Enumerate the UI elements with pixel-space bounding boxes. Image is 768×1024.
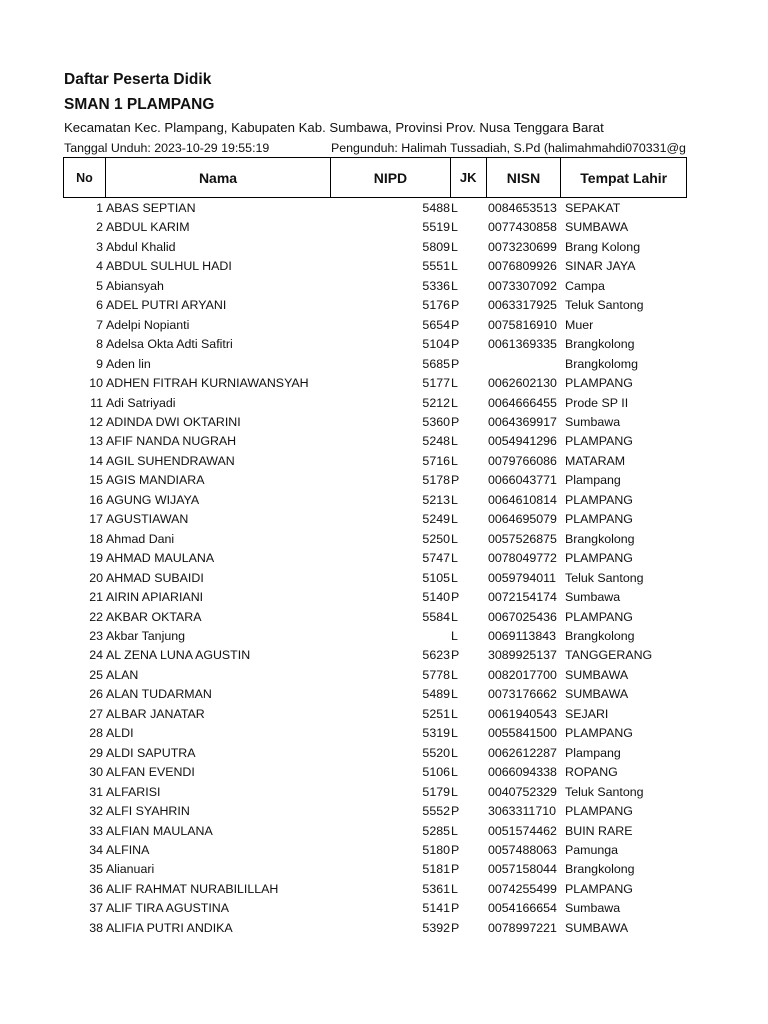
cell-nipd: 5360 (422, 414, 450, 429)
cell-nipd: 5141 (422, 901, 450, 916)
cell-nisn: 0084653513 (488, 201, 557, 215)
cell-nipd: 5551 (422, 259, 450, 274)
cell-no: 17 (89, 512, 103, 527)
cell-jk: P (451, 804, 460, 819)
cell-no: 38 (89, 920, 103, 935)
cell-nama: ALIF TIRA AGUSTINA (106, 901, 230, 916)
cell-no: 3 (96, 239, 103, 254)
cell-jk: L (451, 395, 458, 410)
table-row (0, 257, 768, 276)
cell-nama: ALFIAN MAULANA (106, 823, 213, 838)
cell-nisn: 0066043771 (488, 473, 557, 488)
table-row (0, 432, 768, 451)
cell-jk: L (451, 570, 458, 585)
cell-no: 21 (89, 590, 103, 605)
cell-tempat-lahir: Pamunga (565, 842, 619, 857)
cell-jk: L (451, 220, 458, 235)
table-row (0, 744, 768, 763)
cell-no: 30 (89, 765, 103, 780)
cell-no: 25 (89, 667, 103, 682)
cell-tempat-lahir: SUMBAWA (565, 687, 629, 702)
cell-no: 15 (89, 473, 103, 488)
cell-jk: L (451, 745, 458, 760)
cell-jk: L (451, 239, 458, 254)
cell-no: 11 (90, 395, 103, 410)
cell-jk: L (451, 201, 458, 215)
cell-nisn: 0062602130 (488, 376, 557, 391)
cell-nama: ALAN (106, 667, 139, 682)
header-jk: JK (451, 158, 487, 197)
cell-no: 4 (96, 259, 103, 274)
cell-tempat-lahir: PLAMPANG (565, 551, 633, 566)
cell-jk: L (451, 667, 458, 682)
cell-nipd: 5361 (422, 881, 450, 896)
table-row (0, 705, 768, 724)
cell-nama: ABDUL SULHUL HADI (106, 259, 232, 274)
cell-tempat-lahir: Muer (565, 317, 594, 332)
cell-nipd: 5336 (422, 278, 450, 293)
cell-tempat-lahir: SEJARI (565, 706, 609, 721)
table-row (0, 608, 768, 627)
cell-nipd: 5178 (422, 473, 450, 488)
cell-nama: ALIFIA PUTRI ANDIKA (106, 920, 233, 935)
cell-tempat-lahir: SUMBAWA (565, 667, 629, 682)
cell-no: 29 (89, 745, 103, 760)
cell-nisn: 0051574462 (488, 823, 557, 838)
cell-nama: ABAS SEPTIAN (106, 201, 196, 215)
table-row (0, 627, 768, 646)
cell-nipd: 5249 (422, 512, 450, 527)
cell-nipd: 5520 (422, 745, 450, 760)
cell-tempat-lahir: Brangkolong (565, 531, 635, 546)
cell-nisn: 0075816910 (488, 317, 557, 332)
cell-nama: AHMAD SUBAIDI (106, 570, 204, 585)
cell-nama: ALFAN EVENDI (106, 765, 195, 780)
table-row (0, 452, 768, 471)
cell-tempat-lahir: Teluk Santong (565, 570, 644, 585)
table-row (0, 530, 768, 549)
cell-no: 19 (89, 551, 103, 566)
cell-tempat-lahir: Brangkolong (565, 628, 635, 643)
cell-tempat-lahir: PLAMPANG (565, 492, 633, 507)
cell-nama: AGIS MANDIARA (106, 473, 205, 488)
cell-no: 31 (89, 784, 103, 799)
cell-nipd: 5716 (422, 453, 450, 468)
cell-nisn: 0061940543 (488, 706, 557, 721)
cell-nama: AGUSTIAWAN (106, 512, 189, 527)
cell-jk: L (451, 512, 458, 527)
cell-nama: ABDUL KARIM (106, 220, 190, 235)
cell-nisn: 0054166654 (488, 901, 557, 916)
cell-nama: ALDI (106, 726, 134, 741)
cell-jk: L (451, 551, 458, 566)
cell-jk: P (451, 356, 460, 371)
cell-nipd: 5552 (422, 804, 450, 819)
cell-nisn: 0078049772 (488, 551, 557, 566)
cell-nisn: 0059794011 (488, 570, 556, 585)
cell-jk: L (451, 823, 458, 838)
cell-nipd: 5778 (422, 667, 450, 682)
cell-nama: Aden lin (106, 356, 151, 371)
cell-nama: AGIL SUHENDRAWAN (106, 453, 235, 468)
cell-no: 34 (89, 842, 103, 857)
cell-nipd: 5180 (422, 842, 450, 857)
cell-nipd: 5140 (422, 590, 450, 605)
cell-no: 32 (89, 804, 103, 819)
table-row (0, 569, 768, 588)
table-row (0, 822, 768, 841)
cell-nisn: 0040752329 (488, 784, 557, 799)
cell-nama: Adi Satriyadi (106, 395, 176, 410)
cell-nipd: 5488 (422, 201, 450, 215)
table-row (0, 763, 768, 782)
cell-tempat-lahir: Plampang (565, 473, 621, 488)
cell-jk: L (451, 609, 458, 624)
cell-nama: Abdul Khalid (106, 239, 176, 254)
table-row (0, 860, 768, 879)
cell-jk: P (451, 648, 460, 663)
cell-nisn: 0064666455 (488, 395, 557, 410)
cell-jk: P (451, 920, 460, 935)
cell-nipd: 5519 (422, 220, 450, 235)
cell-jk: P (451, 473, 460, 488)
cell-jk: L (451, 278, 458, 293)
cell-nipd: 5319 (422, 726, 450, 741)
cell-no: 13 (89, 434, 103, 449)
cell-nipd: 5747 (422, 551, 450, 566)
cell-jk: L (451, 492, 458, 507)
cell-jk: L (451, 628, 458, 643)
cell-tempat-lahir: Teluk Santong (565, 298, 644, 313)
cell-no: 22 (89, 609, 103, 624)
cell-no: 8 (96, 337, 103, 352)
cell-nipd: 5623 (422, 648, 450, 663)
cell-jk: P (451, 298, 460, 313)
cell-nisn: 0077430858 (488, 220, 557, 235)
cell-nisn: 0078997221 (488, 920, 557, 935)
cell-jk: L (451, 434, 458, 449)
cell-no: 37 (89, 901, 103, 916)
cell-jk: L (451, 881, 458, 896)
table-row (0, 841, 768, 860)
cell-tempat-lahir: Sumbawa (565, 901, 621, 916)
cell-no: 7 (96, 317, 103, 332)
cell-nama: ALFARISI (106, 784, 161, 799)
cell-nisn: 0061369335 (488, 337, 557, 352)
cell-nama: ALFINA (106, 842, 150, 857)
cell-nama: Ahmad Dani (106, 531, 175, 546)
school-name: SMAN 1 PLAMPANG (64, 96, 215, 113)
cell-tempat-lahir: Brangkolong (565, 337, 635, 352)
downloader-info: Pengunduh: Halimah Tussadiah, S.Pd (halimahmahdi070331@g (331, 141, 686, 155)
cell-no: 16 (89, 492, 103, 507)
cell-no: 12 (89, 414, 103, 429)
cell-no: 2 (96, 220, 103, 235)
cell-tempat-lahir: Prode SP II (565, 395, 629, 410)
cell-nisn: 0073176662 (488, 687, 557, 702)
table-row (0, 899, 768, 918)
table-row (0, 355, 768, 374)
header-nama: Nama (106, 158, 331, 197)
cell-nisn: 0063317925 (488, 298, 557, 313)
cell-nipd: 5106 (422, 765, 450, 780)
cell-nipd: 5809 (422, 239, 450, 254)
cell-no: 26 (89, 687, 103, 702)
cell-tempat-lahir: PLAMPANG (565, 376, 633, 391)
cell-tempat-lahir: PLAMPANG (565, 512, 633, 527)
cell-nisn: 0057526875 (488, 531, 557, 546)
table-row (0, 783, 768, 802)
table-header (63, 157, 687, 198)
cell-tempat-lahir: Plampang (565, 745, 621, 760)
download-date: Tanggal Unduh: 2023-10-29 19:55:19 (64, 141, 270, 155)
cell-nama: ALDI SAPUTRA (106, 745, 196, 760)
cell-nama: AHMAD MAULANA (106, 551, 215, 566)
table-row (0, 374, 768, 393)
cell-tempat-lahir: PLAMPANG (565, 881, 633, 896)
cell-nama: Alianuari (106, 862, 155, 877)
cell-nisn: 0064610814 (488, 492, 557, 507)
cell-nipd: 5213 (422, 492, 450, 507)
cell-no: 24 (89, 648, 103, 663)
cell-nipd: 5105 (422, 570, 450, 585)
table-row (0, 471, 768, 490)
cell-nama: AL ZENA LUNA AGUSTIN (106, 648, 251, 663)
header-nisn: NISN (487, 158, 562, 197)
cell-nisn: 0074255499 (488, 881, 557, 896)
cell-nisn: 0082017700 (488, 667, 557, 682)
cell-tempat-lahir: PLAMPANG (565, 434, 633, 449)
table-row (0, 394, 768, 413)
header-tempat-lahir: Tempat Lahir (580, 169, 668, 186)
table-row (0, 491, 768, 510)
cell-nisn: 0054941296 (488, 434, 557, 449)
cell-tempat-lahir: PLAMPANG (565, 609, 633, 624)
cell-nisn: 3063311710 (488, 804, 556, 819)
table-row (0, 413, 768, 432)
cell-nipd: 5250 (422, 531, 450, 546)
cell-nipd: 5179 (422, 784, 450, 799)
cell-tempat-lahir: Brang Kolong (565, 239, 641, 254)
cell-nisn: 0067025436 (488, 609, 557, 624)
cell-nisn: 0076809926 (488, 259, 557, 274)
cell-tempat-lahir: SINAR JAYA (565, 259, 636, 274)
cell-jk: P (451, 901, 460, 916)
cell-jk: P (451, 590, 460, 605)
cell-nisn: 0073230699 (488, 239, 557, 254)
cell-nipd: 5654 (422, 317, 450, 332)
cell-jk: L (451, 687, 458, 702)
cell-no: 9 (96, 356, 103, 371)
cell-no: 36 (89, 881, 103, 896)
document-title: Daftar Peserta Didik (64, 71, 212, 88)
table-row (0, 238, 768, 257)
cell-no: 5 (96, 278, 103, 293)
cell-jk: P (451, 842, 460, 857)
table-row (0, 666, 768, 685)
cell-nipd: 5685 (422, 356, 450, 371)
cell-nama: ADINDA DWI OKTARINI (106, 414, 241, 429)
cell-no: 23 (89, 628, 103, 643)
cell-nipd: 5248 (422, 434, 450, 449)
table-row (0, 802, 768, 821)
cell-tempat-lahir: SEPAKAT (565, 201, 621, 215)
cell-nama: AKBAR OKTARA (106, 609, 202, 624)
cell-tempat-lahir: Brangkolong (565, 862, 635, 877)
cell-nisn: 0055841500 (488, 726, 557, 741)
cell-nisn: 0064369917 (488, 414, 557, 429)
table-row (0, 724, 768, 743)
cell-jk: L (451, 531, 458, 546)
cell-jk: L (451, 259, 458, 274)
cell-tempat-lahir: Brangkolomg (565, 356, 639, 371)
cell-tempat-lahir: TANGGERANG (565, 648, 653, 663)
cell-nama: ALFI SYAHRIN (106, 804, 190, 819)
cell-nama: Abiansyah (106, 278, 164, 293)
cell-jk: P (451, 414, 460, 429)
cell-nama: ALBAR JANATAR (106, 706, 205, 721)
cell-tempat-lahir: ROPANG (565, 765, 618, 780)
cell-tempat-lahir: Sumbawa (565, 590, 621, 605)
header-no: No (64, 158, 106, 197)
cell-nipd: 5104 (422, 337, 450, 352)
cell-nama: ALAN TUDARMAN (106, 687, 212, 702)
cell-nisn: 0062612287 (488, 745, 557, 760)
cell-tempat-lahir: Sumbawa (565, 414, 621, 429)
cell-jk: L (451, 706, 458, 721)
cell-jk: L (451, 376, 458, 391)
cell-nipd: 5285 (422, 823, 450, 838)
header-nipd: NIPD (331, 158, 451, 197)
cell-tempat-lahir: MATARAM (565, 453, 626, 468)
table-row (0, 277, 768, 296)
table-row (0, 549, 768, 568)
table-row (0, 218, 768, 237)
table-row (0, 646, 768, 665)
cell-tempat-lahir: Teluk Santong (565, 784, 644, 799)
cell-nipd: 5181 (422, 862, 450, 877)
cell-tempat-lahir: SUMBAWA (565, 920, 629, 935)
cell-jk: L (451, 765, 458, 780)
cell-nama: ADEL PUTRI ARYANI (106, 298, 227, 313)
cell-jk: P (451, 317, 460, 332)
cell-no: 18 (89, 531, 103, 546)
cell-no: 33 (89, 823, 103, 838)
cell-no: 20 (89, 570, 103, 585)
cell-nisn: 0057488063 (488, 842, 557, 857)
cell-nama: Adelpi Nopianti (106, 317, 190, 332)
cell-nama: AIRIN APIARIANI (106, 590, 204, 605)
cell-no: 28 (89, 726, 103, 741)
table-row (0, 919, 768, 938)
cell-tempat-lahir: BUIN RARE (565, 823, 633, 838)
table-row (0, 335, 768, 354)
table-row (0, 199, 768, 218)
cell-nipd: 5212 (422, 395, 450, 410)
table-row (0, 510, 768, 529)
cell-no: 14 (89, 453, 103, 468)
cell-nipd: 5489 (422, 687, 450, 702)
table-row (0, 588, 768, 607)
cell-nipd: 5176 (422, 298, 450, 313)
table-row (0, 316, 768, 335)
cell-nisn: 0079766086 (488, 453, 557, 468)
cell-jk: L (451, 453, 458, 468)
cell-tempat-lahir: SUMBAWA (565, 220, 629, 235)
cell-nipd: 5584 (422, 609, 450, 624)
cell-nama: Adelsa Okta Adti Safitri (106, 337, 233, 352)
cell-jk: P (451, 862, 460, 877)
cell-tempat-lahir: PLAMPANG (565, 804, 633, 819)
cell-nisn: 0069113843 (488, 628, 556, 643)
cell-nama: AFIF NANDA NUGRAH (106, 434, 237, 449)
cell-jk: L (451, 784, 458, 799)
cell-nama: ALIF RAHMAT NURABILILLAH (106, 881, 279, 896)
cell-nisn: 0073307092 (488, 278, 557, 293)
cell-no: 6 (96, 298, 103, 313)
table-row (0, 685, 768, 704)
cell-tempat-lahir: Campa (565, 278, 605, 293)
cell-jk: P (451, 337, 460, 352)
table-row (0, 296, 768, 315)
cell-nisn: 0057158044 (488, 862, 557, 877)
cell-no: 27 (89, 706, 103, 721)
cell-no: 1 (96, 201, 103, 215)
cell-nisn: 0064695079 (488, 512, 557, 527)
cell-no: 10 (89, 376, 103, 391)
cell-nama: AGUNG WIJAYA (106, 492, 200, 507)
cell-nipd: 5251 (422, 706, 450, 721)
cell-jk: L (451, 726, 458, 741)
cell-nisn: 0072154174 (488, 590, 557, 605)
cell-nipd: 5392 (422, 920, 450, 935)
cell-nisn: 0066094338 (488, 765, 557, 780)
cell-no: 35 (89, 862, 103, 877)
cell-tempat-lahir: PLAMPANG (565, 726, 633, 741)
cell-nipd: 5177 (422, 376, 450, 391)
student-table-body (0, 199, 768, 938)
cell-nama: ADHEN FITRAH KURNIAWANSYAH (106, 376, 309, 391)
table-row (0, 880, 768, 899)
location-line: Kecamatan Kec. Plampang, Kabupaten Kab. Sumbawa, Provinsi Prov. Nusa Tenggara Barat (64, 120, 604, 135)
cell-nama: Akbar Tanjung (106, 628, 185, 643)
cell-nisn: 3089925137 (488, 648, 557, 663)
